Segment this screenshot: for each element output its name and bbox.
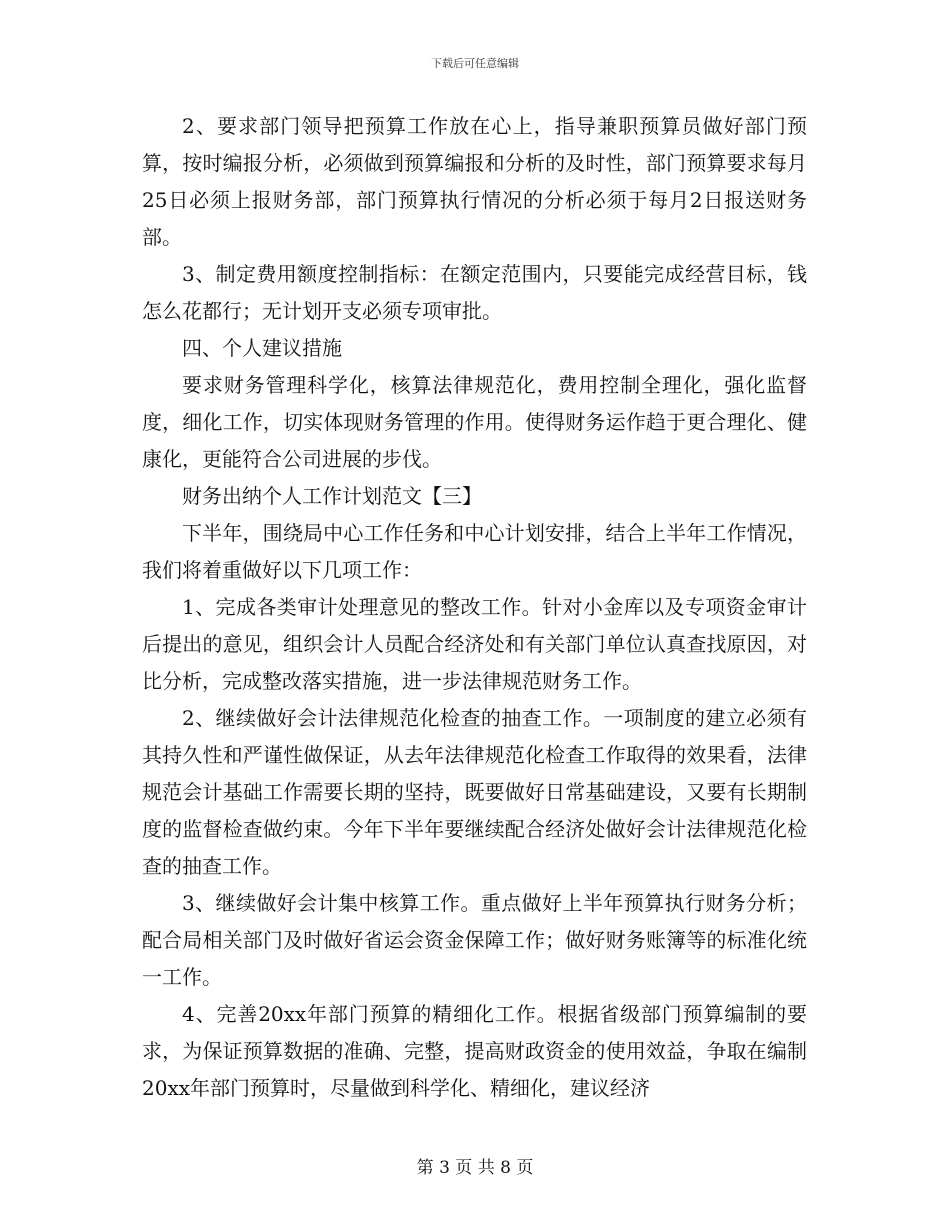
document-body — [142, 108, 807, 1107]
page-number: 第 3 页 共 8 页 — [416, 1158, 534, 1178]
paragraph-intro-second-half: 下半年，围绕局中心工作任务和中心计划安排，结合上半年工作情况，我们将着重做好以下几项工作： — [142, 521, 807, 582]
section-heading-plan-three: 财务出纳个人工作计划范文【三】 — [182, 484, 482, 508]
paragraph-item-audit-rectification: 1、完成各类审计处理意见的整改工作。针对小金库以及专项资金审计后提出的意见，组织会计人员配合经济处和有关部门单位认真查找原因，对比分析，完成整改落实措施，进一步法律规范财务工作。 — [142, 595, 807, 693]
page-footer — [0, 1153, 950, 1178]
section-heading-personal-suggestions: 四、个人建议措施 — [182, 336, 342, 360]
paragraph-item-standardization-check: 2、继续做好会计法律规范化检查的抽查工作。一项制度的建立必须有其持久性和严谨性做保证，从去年法律规范化检查工作取得的效果看，法律规范会计基础工作需要长期的坚持，既要做好日常基础建设，又要有长期制度的监督检查做约束。今年下半年要继续配合经济处做好会计法律规范化检查的抽查工作。 — [142, 706, 807, 878]
paragraph-item-budget-refinement: 4、完善20xx年部门预算的精细化工作。根据省级部门预算编制的要求，为保证预算数据的准确、完整，提高财政资金的使用效益，争取在编制20xx年部门预算时，尽量做到科学化、精细化，建议经济 — [142, 1002, 807, 1100]
paragraph-expense-control: 3、制定费用额度控制指标：在额定范围内，只要能完成经营目标，钱怎么花都行；无计划开支必须专项审批。 — [142, 262, 807, 323]
paragraph-suggestions: 要求财务管理科学化，核算法律规范化，费用控制全理化，强化监督度，细化工作，切实体现财务管理的作用。使得财务运作趋于更合理化、健康化，更能符合公司进展的步伐。 — [142, 373, 807, 471]
page-header-note: 下载后可任意编辑 — [431, 57, 519, 70]
paragraph-budget-reporting: 2、要求部门领导把预算工作放在心上，指导兼职预算员做好部门预算，按时编报分析，必须做到预算编报和分析的及时性，部门预算要求每月25日必须上报财务部，部门预算执行情况的分析必须于每月2日报送财务部。 — [142, 114, 807, 249]
paragraph-item-centralized-accounting: 3、继续做好会计集中核算工作。重点做好上半年预算执行财务分析；配合局相关部门及时做好省运会资金保障工作；做好财务账簿等的标准化统一工作。 — [142, 891, 807, 989]
